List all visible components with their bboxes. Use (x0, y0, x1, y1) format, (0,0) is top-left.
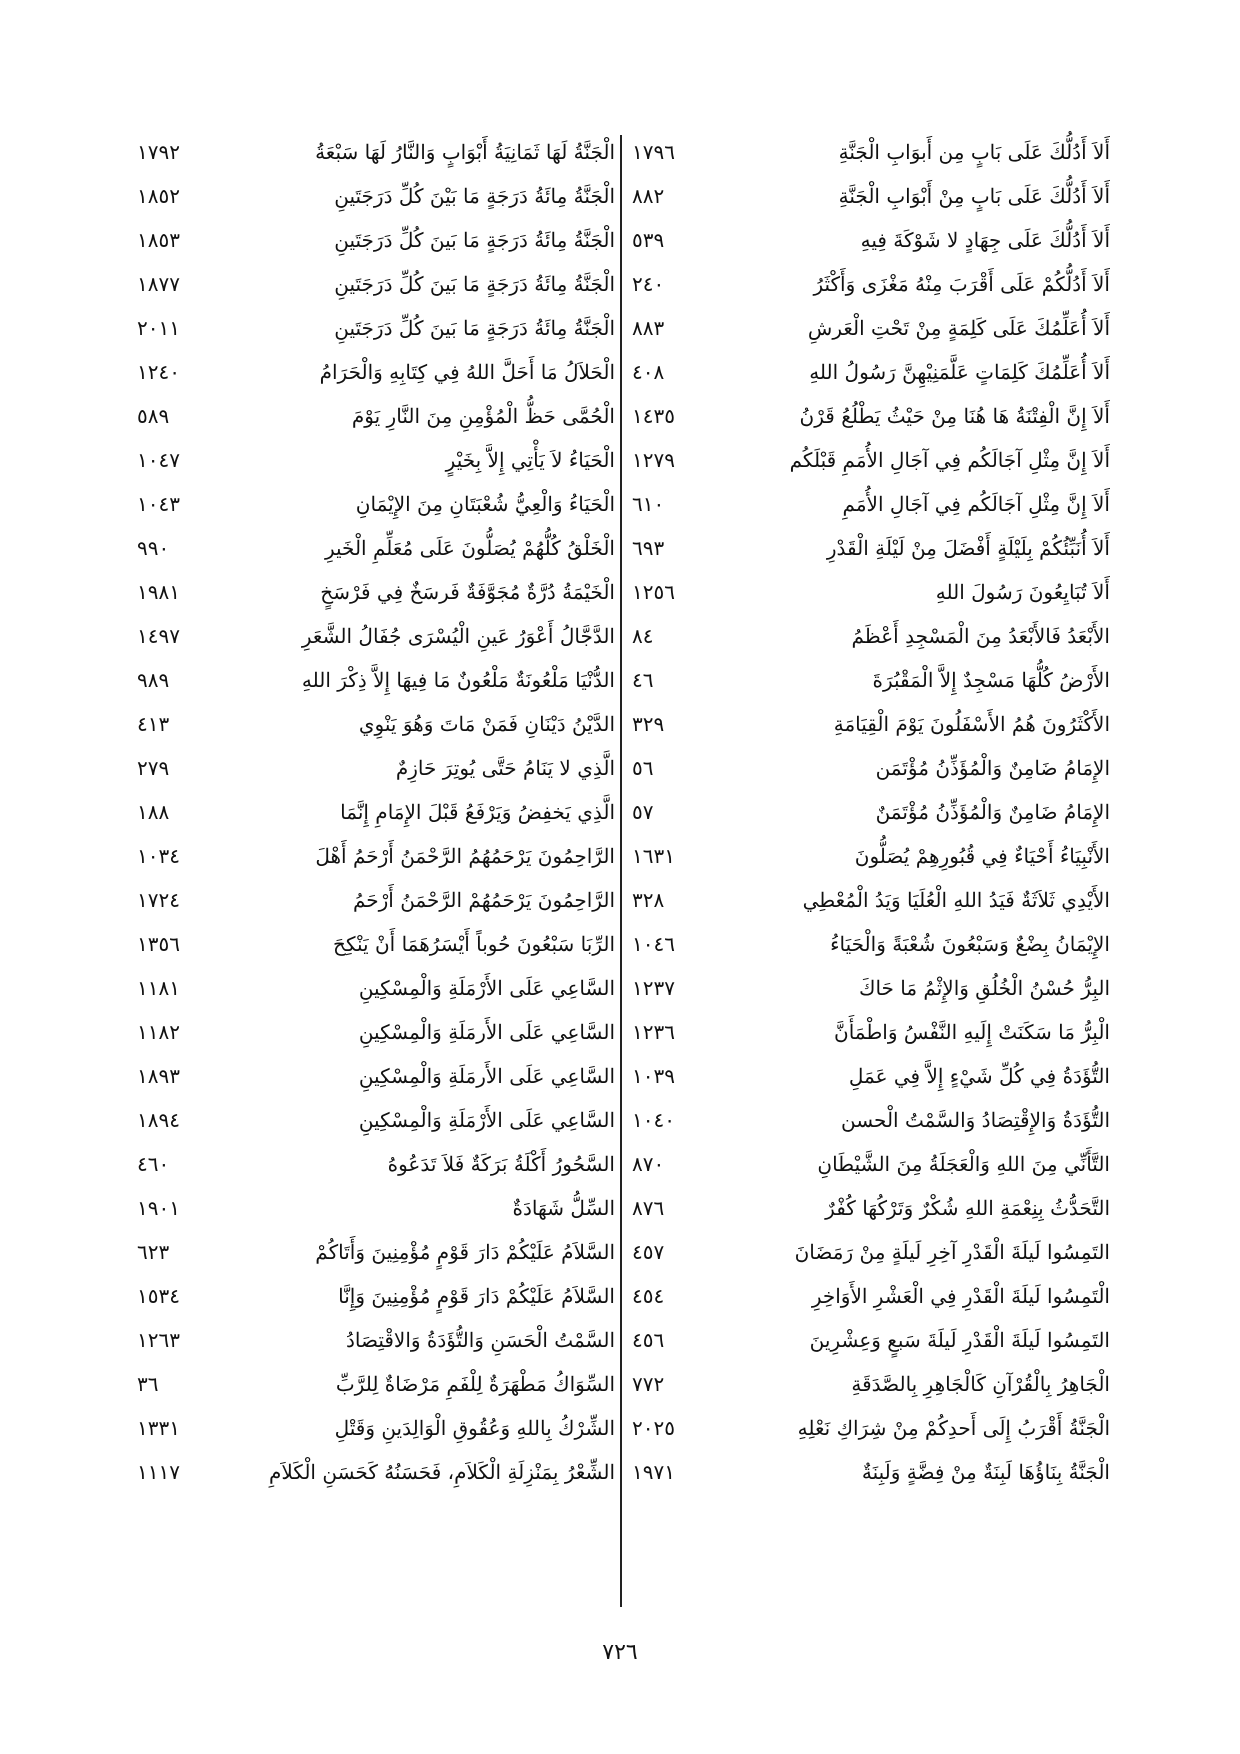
hadith-incipit: الْجَنَّةُ مِائَةُ دَرَجَةٍ مَا بَينَ كُلِّ دَرَجَتَينِ (334, 316, 615, 340)
hadith-number: ٣٦ (137, 1372, 159, 1396)
hadith-number: ٢٠١١ (137, 316, 180, 340)
hadith-number: ٨٨٣ (632, 316, 665, 340)
hadith-number: ٦٢٣ (137, 1240, 170, 1264)
index-entry (630, 1318, 1110, 1362)
hadith-incipit: السَّاعِي عَلَى الأَرْمَلَةِ وَالْمِسْكِينِ (358, 976, 615, 1000)
hadith-incipit: الْجَنَّةُ لَهَا ثَمَانِيَةُ أَبْوَابٍ وَالنَّارُ لَهَا سَبْعَةُ (315, 140, 615, 164)
hadith-incipit: أَلاَ أَدُلُّكَ عَلَى بَابٍ مِنْ أَبْوَابِ الْجَنَّةِ (838, 184, 1110, 208)
hadith-incipit: التَّأَنِّي مِنَ اللهِ وَالْعَجَلَةُ مِنَ الشَّيْطَانِ (817, 1152, 1110, 1176)
hadith-incipit: الدَّجَّالُ أَعْوَرُ عَينِ الْيُسْرَى جُفَالُ الشَّعَرِ (301, 624, 615, 648)
index-entry (135, 1142, 615, 1186)
index-entry (135, 174, 615, 218)
hadith-number: ١٢٦٣ (137, 1328, 180, 1352)
hadith-number: ١٨٧٧ (137, 272, 180, 296)
index-entry (630, 526, 1110, 570)
hadith-incipit: الرَّاحِمُونَ يَرْحَمُهُمُ الرَّحْمَنُ أَرْحَمُ أَهْلَ (315, 844, 615, 868)
index-entry (135, 394, 615, 438)
index-entry (135, 1362, 615, 1406)
hadith-incipit: الْتَمِسُوا لَيلَةَ الْقَدْرِ فِي الْعَشْرِ الأَوَاخِرِ (811, 1284, 1110, 1308)
index-entry (135, 1406, 615, 1450)
index-entry (135, 1318, 615, 1362)
hadith-number: ٢٤٠ (632, 272, 665, 296)
hadith-incipit: الرَّاحِمُونَ يَرْحَمُهُمْ الرَّحْمَنُ أَرْحَمُ (352, 888, 615, 912)
hadith-number: ١٨٥٣ (137, 228, 180, 252)
index-entry (630, 790, 1110, 834)
hadith-number: ١٣٥٦ (137, 932, 180, 956)
hadith-incipit: الأَكْثَرُونَ هُمُ الأَسْفَلُونَ يَوْمَ الْقِيَامَةِ (833, 712, 1110, 736)
hadith-incipit: التَمِسُوا لَيلَةَ الْقَدْرِ لَيلَةَ سَبعٍ وَعِشْرِينَ (809, 1328, 1110, 1352)
index-entry (135, 834, 615, 878)
hadith-number: ١٠٤٧ (137, 448, 180, 472)
hadith-number: ٣٢٩ (632, 712, 665, 736)
index-entry (630, 834, 1110, 878)
index-entry (135, 438, 615, 482)
index-entry (135, 130, 615, 174)
hadith-incipit: الأَنْبِيَاءُ أَحْيَاءٌ فِي قُبُورِهِمْ يُصَلُّونَ (854, 844, 1110, 868)
index-entry (135, 1450, 615, 1494)
hadith-number: ٢٧٩ (137, 756, 170, 780)
hadith-number: ١٧٢٤ (137, 888, 180, 912)
index-entry (135, 306, 615, 350)
hadith-number: ٨٧٠ (632, 1152, 665, 1176)
hadith-incipit: السَّاعِي عَلَى الأَرْمَلَةِ وَالْمِسْكِينِ (358, 1108, 615, 1132)
index-entry (135, 218, 615, 262)
index-entry (630, 394, 1110, 438)
hadith-incipit: الإِيْمَانُ بِضْعٌ وَسَبْعُونَ شُعْبَةً وَالْحَيَاءُ (830, 932, 1110, 956)
hadith-incipit: التَمِسُوا لَيلَةَ الْقَدْرِ آخِرِ لَيلَةٍ مِنْ رَمَضَانَ (794, 1240, 1110, 1264)
hadith-number: ١٠٣٤ (137, 844, 180, 868)
index-entry (630, 1054, 1110, 1098)
index-entry (135, 570, 615, 614)
hadith-number: ١٧٩٦ (632, 140, 675, 164)
hadith-number: ٥٨٩ (137, 404, 170, 428)
index-entry (630, 966, 1110, 1010)
hadith-incipit: التَّحَدُّثُ بِنِعْمَةِ اللهِ شُكْرٌ وَتَرْكُهَا كُفْرٌ (825, 1196, 1110, 1220)
hadith-incipit: السَّاعِي عَلَى الأَرمَلَةِ وَالْمِسْكِينِ (358, 1064, 615, 1088)
hadith-incipit: الْجَنَّةُ بِنَاؤُهَا لَبِنَةٌ مِنْ فِضَّةٍ وَلَبِنَةٌ (861, 1460, 1110, 1484)
hadith-incipit: الدُّنْيَا مَلْعُونَةٌ مَلْعُونٌ مَا فِيهَا إِلاَّ ذِكْرَ اللهِ (301, 668, 615, 692)
hadith-number: ١١٨١ (137, 976, 180, 1000)
hadith-number: ٤٦٠ (137, 1152, 170, 1176)
index-entry (135, 526, 615, 570)
hadith-incipit: الْحَلاَلُ مَا أَحَلَّ اللهُ فِي كِتَابِهِ وَالْحَرَامُ (319, 360, 615, 384)
index-entry (630, 1010, 1110, 1054)
hadith-number: ١٢٣٦ (632, 1020, 675, 1044)
hadith-number: ١٠٤٣ (137, 492, 180, 516)
hadith-number: ١٩٠١ (137, 1196, 180, 1220)
hadith-incipit: الْجَنَّةُ مِائَةُ دَرَجَةٍ مَا بَينَ كُلِّ دَرَجَتَينِ (334, 272, 615, 296)
index-entry (630, 570, 1110, 614)
hadith-number: ٤٠٨ (632, 360, 665, 384)
index-entry (630, 306, 1110, 350)
hadith-incipit: أَلاَ أُنَبِّئُكُمْ بِلَيْلَةٍ أَفْضَلَ مِنْ لَيْلَةِ الْقَدْرِ (826, 536, 1110, 560)
hadith-incipit: أَلاَ إِنَّ مِثْلِ آجَالَكُم فِي آجَالِ الأُمَمِ (842, 492, 1110, 516)
hadith-number: ٤٦ (632, 668, 654, 692)
hadith-number: ٨٤ (632, 624, 654, 648)
hadith-number: ١٠٣٩ (632, 1064, 675, 1088)
hadith-incipit: الأَبْعَدُ فَالأَبْعَدُ مِنَ الْمَسْجِدِ أَعْظَمُ (851, 624, 1110, 648)
index-entry (630, 614, 1110, 658)
hadith-incipit: أَلاَ أَدُلُّكُمْ عَلَى أَقْرَبَ مِنْهُ مَغْزَى وَأَكْثَرُ (813, 272, 1110, 296)
hadith-number: ١٤٩٧ (137, 624, 180, 648)
hadith-incipit: السَّحُورُ أَكْلَةُ بَرَكَةٌ فَلاَ تَدَعُوهُ (387, 1152, 615, 1176)
hadith-number: ١٦٣١ (632, 844, 675, 868)
hadith-incipit: الْحَيَاءُ لاَ يَأْتِي إِلاَّ بِخَيْرٍ (445, 448, 615, 472)
hadith-incipit: الْحَيَاءُ وَالْعِيُّ شُعْبَتَانِ مِنَ الإِيْمَانِ (355, 492, 615, 516)
index-entry (135, 658, 615, 702)
index-entry (630, 1274, 1110, 1318)
hadith-number: ١٥٣٤ (137, 1284, 180, 1308)
index-entry (630, 218, 1110, 262)
hadith-incipit: السَّاعِي عَلَى الأَرمَلَةِ وَالْمِسْكِينِ (358, 1020, 615, 1044)
hadith-number: ١٠٤٠ (632, 1108, 675, 1132)
index-entry (630, 1186, 1110, 1230)
hadith-incipit: الْخَيْمَةُ دُرَّةٌ مُجَوَّفَةٌ فَرسَخٌ فِي فَرْسَخٍ (320, 580, 615, 604)
hadith-number: ٥٧ (632, 800, 654, 824)
hadith-incipit: أَلاَ أُعَلِّمُكَ عَلَى كَلِمَةٍ مِنْ تَحْتِ الْعَرشِ (807, 316, 1110, 340)
hadith-number: ١٨٥٢ (137, 184, 180, 208)
index-entry (630, 174, 1110, 218)
index-entry (135, 350, 615, 394)
index-entry (630, 1098, 1110, 1142)
hadith-number: ١٢٣٧ (632, 976, 675, 1000)
hadith-number: ٤٥٦ (632, 1328, 665, 1352)
hadith-number: ١٢٧٩ (632, 448, 675, 472)
index-entry (135, 262, 615, 306)
hadith-number: ٤٥٤ (632, 1284, 665, 1308)
hadith-number: ٦٩٣ (632, 536, 665, 560)
hadith-number: ٤١٣ (137, 712, 170, 736)
hadith-incipit: التُّؤَدَةُ وَالإِقْتِصَادُ وَالسَّمْتُ الْحسن (840, 1108, 1110, 1132)
hadith-number: ١٣٣١ (137, 1416, 180, 1440)
hadith-number: ١٨٨ (137, 800, 170, 824)
index-entry (135, 966, 615, 1010)
hadith-incipit: الْخَلْقُ كُلُّهُمْ يُصَلُّونَ عَلَى مُعَلِّمِ الْخَيرِ (324, 536, 615, 560)
index-entry (630, 130, 1110, 174)
hadith-number: ١٧٩٢ (137, 140, 180, 164)
hadith-number: ٧٧٢ (632, 1372, 665, 1396)
right-index-column (630, 130, 1110, 1610)
hadith-incipit: أَلاَ أُعَلِّمُكَ كَلِمَاتٍ عَلَّمَنِيْهِنَّ رَسُولُ اللهِ (809, 360, 1110, 384)
index-entry (630, 438, 1110, 482)
hadith-number: ٩٨٩ (137, 668, 170, 692)
hadith-incipit: الأَيْدِي ثَلاَثَةٌ فَيَدُ اللهِ الْعُلَيَا وَيَدُ الْمُعْطِي (802, 888, 1110, 912)
hadith-number: ١٩٨١ (137, 580, 180, 604)
index-entry (630, 702, 1110, 746)
hadith-incipit: التُّؤَدَةُ فِي كُلِّ شَيْءٍ إِلاَّ فِي عَمَلِ (848, 1064, 1110, 1088)
hadith-number: ٤٥٧ (632, 1240, 665, 1264)
hadith-number: ٨٨٢ (632, 184, 665, 208)
hadith-incipit: الشِّعْرُ بِمَنْزِلَةِ الْكَلاَمِ، فَحَسَنُهُ كَحَسَنِ الْكَلاَمِ (268, 1460, 615, 1484)
hadith-number: ٩٩٠ (137, 536, 170, 560)
index-entry (630, 746, 1110, 790)
hadith-number: ١٨٩٣ (137, 1064, 180, 1088)
hadith-incipit: الَّذِي يَخفِضُ وَيَرْفَعُ قَبْلَ الإِمَامِ إِنَّمَا (340, 800, 615, 824)
index-entry (630, 262, 1110, 306)
hadith-number: ١٢٥٦ (632, 580, 675, 604)
index-entry (135, 1054, 615, 1098)
hadith-incipit: السِّلُّ شَهَادَةٌ (512, 1196, 615, 1220)
hadith-incipit: الْجَنَّةُ مِائَةُ دَرَجَةٍ مَا بَيْنَ كُلِّ دَرَجَتَينِ (334, 184, 615, 208)
hadith-number: ١٨٩٤ (137, 1108, 180, 1132)
hadith-incipit: الشِّرْكُ بِاللهِ وَعُقُوقِ الْوَالِدَينِ وَقَتْلِ (334, 1416, 615, 1440)
index-entry (135, 614, 615, 658)
index-entry (630, 922, 1110, 966)
hadith-incipit: أَلاَ أَدُلُّكَ عَلَى بَابٍ مِن أَبوَابِ الْجَنَّةِ (838, 140, 1110, 164)
hadith-number: ٨٧٦ (632, 1196, 665, 1220)
hadith-number: ١١٨٢ (137, 1020, 180, 1044)
hadith-incipit: الأَرْضُ كُلُّهَا مَسْجِدٌ إِلاَّ الْمَقْبُرَةَ (872, 668, 1110, 692)
index-entry (135, 1186, 615, 1230)
hadith-incipit: أَلاَ إِنَّ مِثْلِ آجَالَكُم فِي آجَالِ الأُمَمِ قَبْلَكُم (789, 448, 1110, 472)
index-entry (135, 922, 615, 966)
hadith-number: ٥٦ (632, 756, 654, 780)
hadith-incipit: أَلاَ تُبَايِعُونَ رَسُولَ اللهِ (935, 580, 1110, 604)
hadith-number: ٥٣٩ (632, 228, 665, 252)
hadith-incipit: السَّمْتُ الْحَسَنِ وَالتُّؤَدَةُ وَالاقْتِصَادُ (345, 1328, 615, 1352)
hadith-incipit: البِرُّ حُسْنُ الْخُلُقِ وَالإِثْمُ مَا حَاكَ (858, 976, 1110, 1000)
index-entry (630, 878, 1110, 922)
index-entry (630, 482, 1110, 526)
hadith-incipit: الْجَنَّةُ أَقْرَبُ إِلَى أَحدِكُمْ مِنْ شِرَاكِ نَعْلِهِ (797, 1416, 1110, 1440)
index-entry (630, 658, 1110, 702)
hadith-incipit: الْجَنَّةُ مِائَةُ دَرَجَةٍ مَا بَينَ كُلِّ دَرَجَتَينِ (334, 228, 615, 252)
hadith-incipit: السَّلاَمُ عَلَيْكُمْ دَارَ قَوْمٍ مُؤْمِنِينَ وَإِنَّا (338, 1284, 615, 1308)
hadith-number: ٣٢٨ (632, 888, 665, 912)
left-index-column (135, 130, 615, 1610)
index-entry (135, 746, 615, 790)
index-entry (135, 1010, 615, 1054)
hadith-number: ١٠٤٦ (632, 932, 675, 956)
hadith-incipit: أَلاَ أَدُلُّكَ عَلَى جِهَادٍ لا شَوْكَةَ فِيهِ (860, 228, 1110, 252)
hadith-incipit: الْحُمَّى حَظُّ الْمُؤْمِنِ مِنَ النَّارِ يَوْمَ (351, 404, 615, 428)
index-entry (135, 702, 615, 746)
index-entry (135, 1098, 615, 1142)
index-entry (135, 1274, 615, 1318)
index-entry (630, 1142, 1110, 1186)
hadith-number: ١١١٧ (137, 1460, 180, 1484)
index-entry (630, 1406, 1110, 1450)
index-entry (630, 1362, 1110, 1406)
hadith-incipit: السَّلاَمُ عَلَيْكُمْ دَارَ قَوْمٍ مُؤْمِنِينَ وَأَتَاكُمْ (315, 1240, 615, 1264)
hadith-number: ١٤٣٥ (632, 404, 675, 428)
index-entry (135, 790, 615, 834)
column-divider (620, 135, 622, 1607)
hadith-number: ٢٠٢٥ (632, 1416, 675, 1440)
hadith-incipit: الْبِرُّ مَا سَكَنَتْ إِلَيهِ النَّفْسُ وَاطْمَأَنَّ (834, 1020, 1110, 1044)
hadith-incipit: أَلاَ إِنَّ الْفِتْنَةُ هَا هُنَا مِنْ حَيْثُ يَطْلُعُ قَرْنُ (799, 404, 1110, 428)
page-number: ٧٢٦ (602, 1640, 638, 1665)
index-entry (135, 482, 615, 526)
index-entry (630, 1230, 1110, 1274)
index-entry (630, 350, 1110, 394)
index-entry (135, 1230, 615, 1274)
hadith-incipit: الإِمَامُ ضَامِنٌ وَالْمُؤَذِّنُ مُؤْتَمَن (875, 756, 1110, 780)
hadith-number: ١٢٤٠ (137, 360, 180, 384)
hadith-number: ٦١٠ (632, 492, 665, 516)
hadith-incipit: الإِمَامُ ضَامِنٌ وَالْمُؤَذِّنُ مُؤْتَمَنٌ (875, 800, 1110, 824)
index-entry (135, 878, 615, 922)
hadith-incipit: الْجَاهِرُ بِالْقُرْآنِ كَالْجَاهِرِ بِالصَّدَقَةِ (851, 1372, 1110, 1396)
hadith-incipit: السِّوَاكُ مَطْهَرَةٌ لِلْفَمِ مَرْضَاةٌ لِلرَّبِّ (335, 1372, 615, 1396)
hadith-number: ١٩٧١ (632, 1460, 675, 1484)
hadith-incipit: الرِّبَا سَبْعُونَ حُوباً أَيْسَرُهَمَا أَنْ يَنْكِحَ (333, 932, 615, 956)
index-entry (630, 1450, 1110, 1494)
hadith-incipit: الدَّيْنُ دَيْنَانِ فَمَنْ مَاتَ وَهُوَ يَنْوِي (358, 712, 615, 736)
hadith-incipit: الَّذِي لا يَنَامُ حَتَّى يُوتِرَ حَازِمٌ (395, 756, 615, 780)
